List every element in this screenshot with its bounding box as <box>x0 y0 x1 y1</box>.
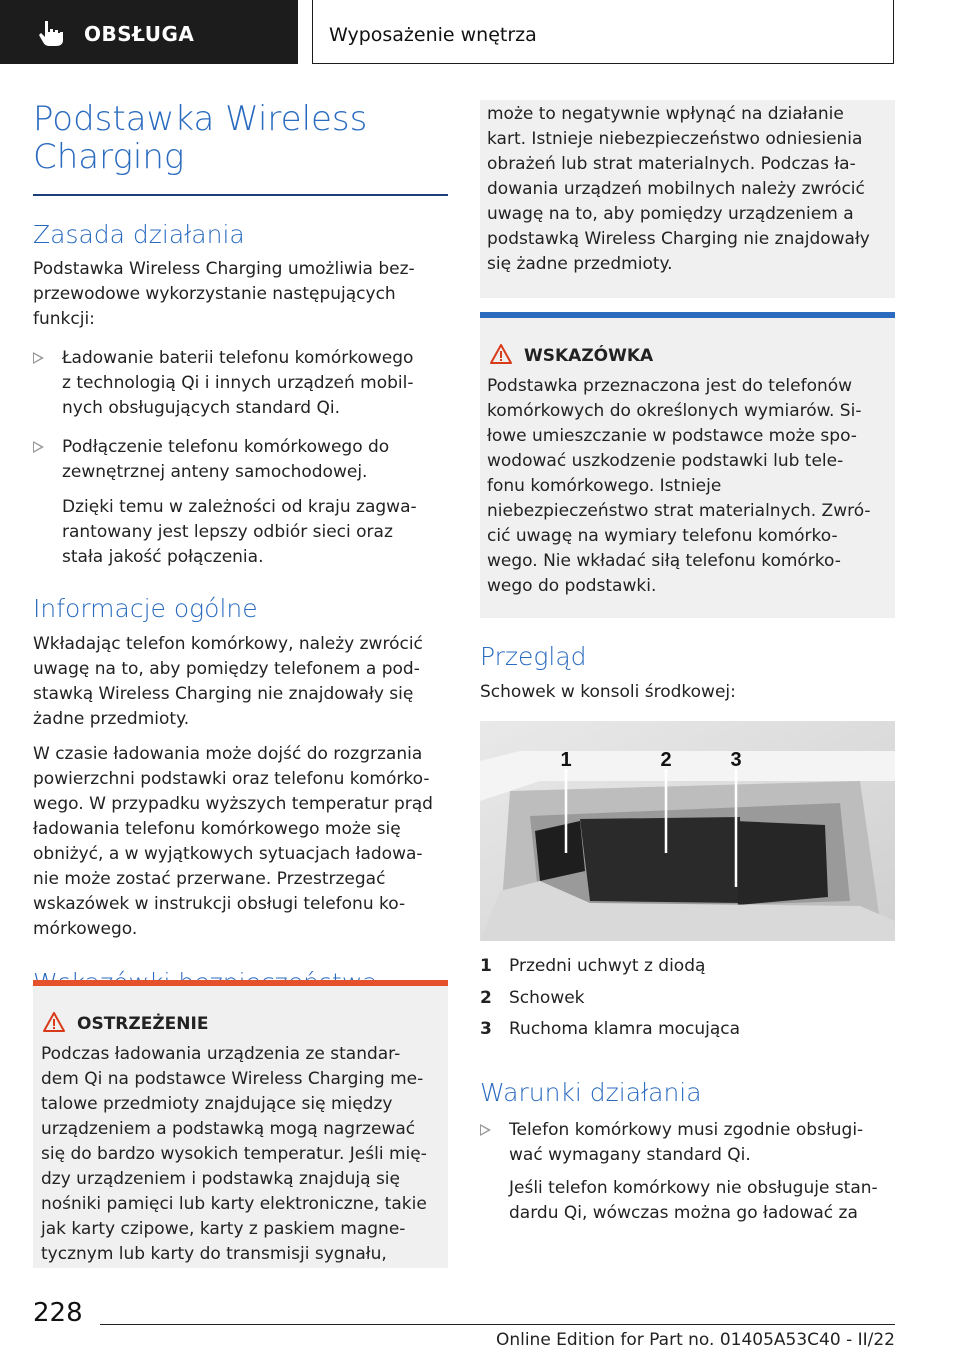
list-item: Ładowanie baterii telefonu komórkowego z technologią Qi i innych urządzeń mobil- nych obsługujących standard Qi. <box>33 346 448 421</box>
list-item: Telefon komórkowy musi zgodnie obsługi- wać wymagany standard Qi. <box>480 1118 895 1168</box>
header-chapter-tab <box>312 0 894 64</box>
heading-warunki: Warunki działania <box>480 1078 702 1107</box>
note-triangle-icon <box>490 344 512 364</box>
paragraph-general-1: Wkładając telefon komórkowy, należy zwrócić uwagę na to, aby pomiędzy telefonem a pod- stawką Wireless Charging nie znajdowały się żadne przedmioty. <box>33 634 423 729</box>
bullet-triangle-icon <box>480 1124 491 1136</box>
left-column <box>33 100 448 998</box>
legend-item: 3 Ruchoma klamra mocująca <box>480 1019 741 1039</box>
bullet-triangle-icon <box>33 441 44 453</box>
footer-divider <box>100 1324 895 1325</box>
heading-przeglad: Przegląd <box>480 642 587 671</box>
overview-intro: Schowek w konsoli środkowej: <box>480 682 736 702</box>
list-subparagraph: Dzięki temu w zależności od kraju zagwa- rantowany jest lepszy odbiór sieci oraz stała jakość połączenia. <box>62 497 417 567</box>
list-item: Podłączenie telefonu komórkowego do zewnętrznej anteny samochodowej. <box>33 435 448 485</box>
callout-1: 1 <box>560 749 572 771</box>
page-number: 228 <box>33 1298 83 1328</box>
hand-pointer-icon <box>36 18 66 48</box>
bullet-triangle-icon <box>33 352 44 364</box>
warning-title: OSTRZEŻENIE <box>77 1014 209 1034</box>
heading-informacje: Informacje ogólne <box>33 594 258 623</box>
note-box <box>480 312 895 618</box>
callout-3: 3 <box>730 749 742 771</box>
header-section-label: OBSŁUGA <box>84 22 195 46</box>
warning-text-continued: może to negatywnie wpłynąć na działanie kart. Istnieje niebezpieczeństwo odniesienia obrażeń lub strat materialnych. Podczas ła- dowania urządzeń mobilnych należy zwrócić uwagę na to, aby pomiędzy urządzeniem a podstawką Wireless Charging nie znajdowały się żadne przedmioty. <box>487 104 870 274</box>
warning-text: Podczas ładowania urządzenia ze standar- dem Qi na podstawce Wireless Charging me- talowe przedmioty znajdujące się między urządzeniem a podstawką mogą nagrzewać się do bardzo wysokich temperatur. Jeśli mię- dzy urządzeniem i podstawką znajdują się nośniki pamięci lub karty elektroniczne, takie jak karty czipowe, karty z paskiem magne- tycznym lub karty do transmisji sygnału, <box>41 1044 427 1264</box>
warning-triangle-icon <box>43 1012 65 1032</box>
page-title: Podstawka Wireless Charging <box>33 99 368 177</box>
header-chapter-label: Wyposażenie wnętrza <box>329 24 537 46</box>
paragraph-intro: Podstawka Wireless Charging umożliwia bez- przewodowe wykorzystanie następujących funkcji: <box>33 259 415 329</box>
legend-item: 1 Przedni uchwyt z diodą <box>480 956 706 976</box>
warning-box <box>33 980 448 1268</box>
note-text: Podstawka przeznaczona jest do telefonów komórkowych do określonych wymiarów. Si- łowe umieszczanie w podstawce może spo- wodować uszkodzenie podstawki lub tele- fonu komórkowego. Istnieje niebezpieczeństwo strat materialnych. Zwró- cić uwagę na wymiary telefonu komórko- wego. Nie wkładać siłą telefonu komórko- wego do podstawki. <box>487 376 871 596</box>
title-divider <box>33 194 448 196</box>
heading-zasada: Zasada działania <box>33 220 245 249</box>
legend-item: 2 Schowek <box>480 988 585 1008</box>
paragraph-general-2: W czasie ładowania może dojść do rozgrzania powierzchni podstawki oraz telefonu komórko- wego. W przypadku wyższych temperatur prąd ładowania telefonu komórkowego może się obniżyć, a w wyjątkowych sytuacjach ładowa- nie może zostać przerwane. Przestrzegać wskazówek w instrukcji obsługi telefonu ko- mórkowego. <box>33 744 433 939</box>
warning-box-continued <box>480 100 895 298</box>
list-subparagraph: Jeśli telefon komórkowy nie obsługuje stan- dardu Qi, wówczas można go ładować za <box>509 1178 878 1223</box>
header-section-tab <box>0 0 298 64</box>
callout-2: 2 <box>660 749 672 771</box>
console-storage-photo <box>480 721 895 941</box>
footer-edition: Online Edition for Part no. 01405A53C40 - II/22 <box>495 1330 895 1350</box>
note-title: WSKAZÓWKA <box>524 346 654 366</box>
